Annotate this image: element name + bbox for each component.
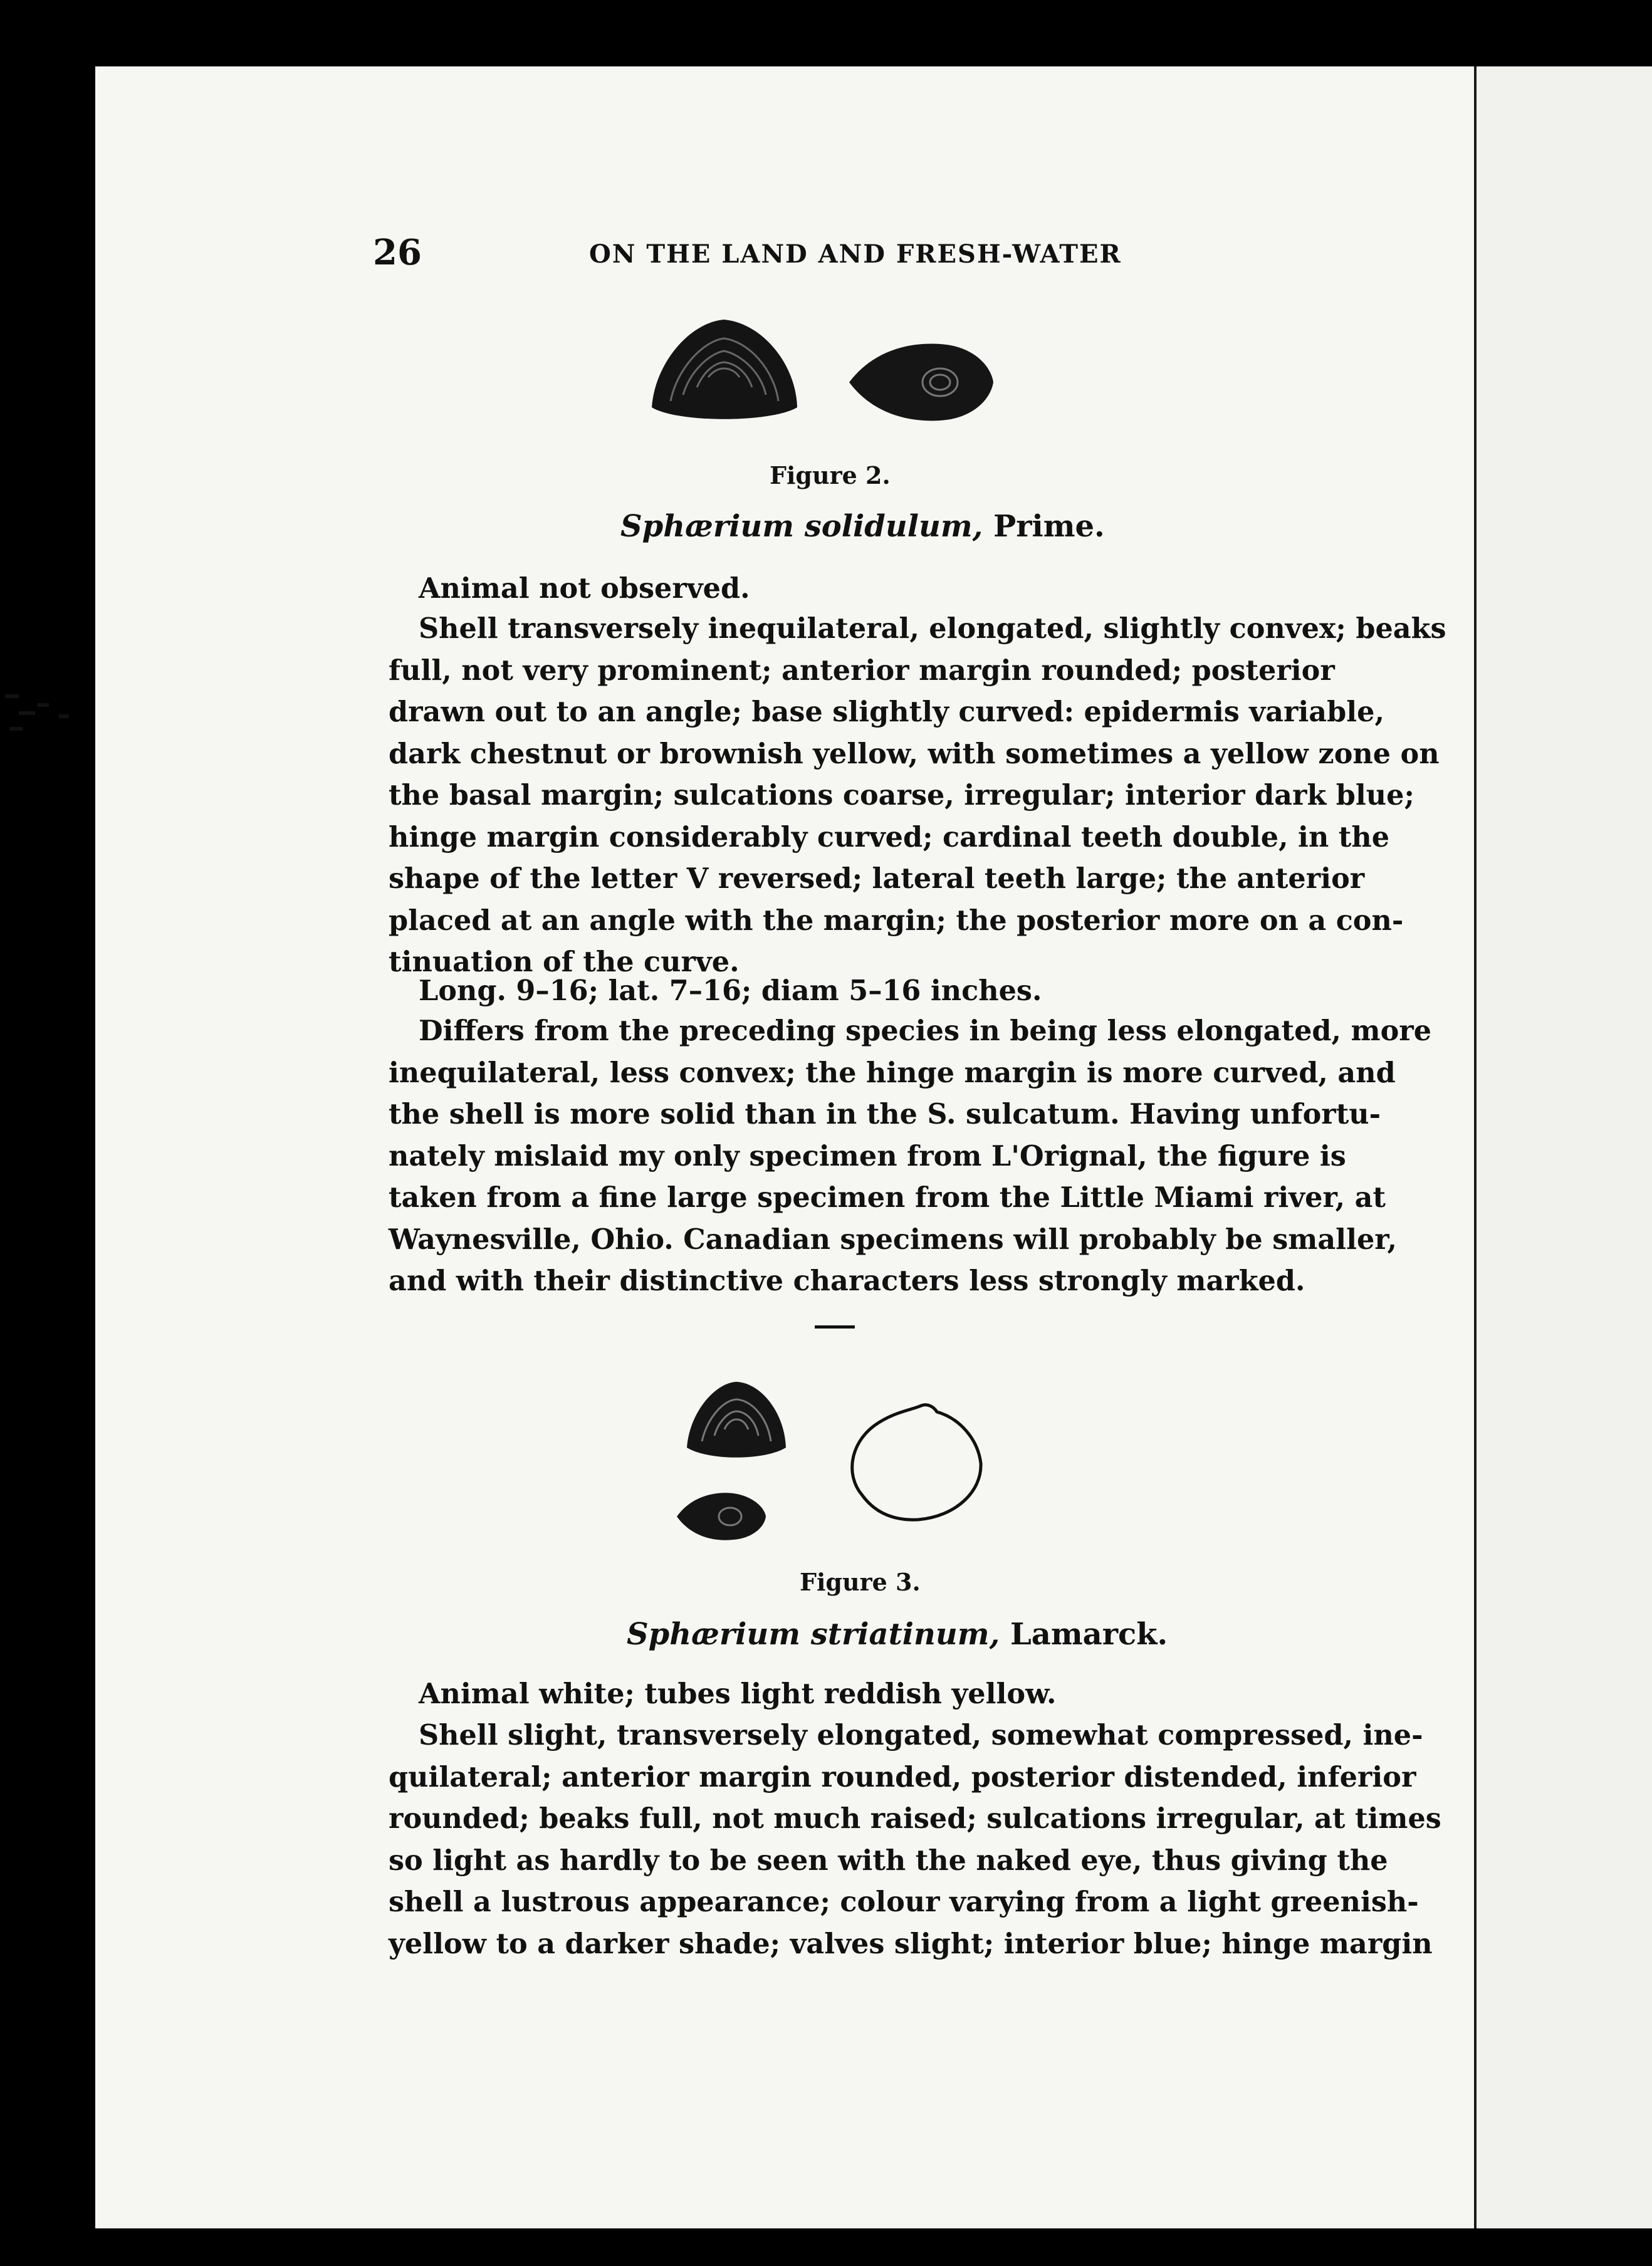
text-line: quilateral; anterior margin rounded, posterior distended, inferior bbox=[389, 1760, 1416, 1793]
shell-description-1 bbox=[389, 608, 1446, 983]
text-line: drawn out to an angle; base slightly curved: epidermis variable, bbox=[389, 696, 1384, 728]
text-line: and with their distinctive characters less strongly marked. bbox=[389, 1265, 1305, 1297]
page-number: 26 bbox=[373, 232, 422, 273]
text-line: hinge margin considerably curved; cardinal teeth double, in the bbox=[389, 820, 1390, 854]
scan-speck bbox=[38, 703, 49, 707]
text-line: nately mislaid my only specimen from L'Orignal, the figure is bbox=[389, 1139, 1346, 1172]
text-line: taken from a fine large specimen from the Little Miami river, at bbox=[389, 1181, 1386, 1214]
figure-3-shell-top-view bbox=[674, 1488, 768, 1545]
figure-3-species-title bbox=[627, 1617, 1168, 1652]
running-head: ON THE LAND AND FRESH-WATER bbox=[589, 239, 1122, 269]
scan-speck bbox=[10, 727, 23, 731]
species-name: Sphærium striatinum, bbox=[627, 1617, 1000, 1652]
text-line: Animal white; tubes light reddish yellow. bbox=[419, 1678, 1057, 1710]
species-name: Sphærium solidulum, bbox=[620, 509, 983, 544]
text-line: placed at an angle with the margin; the posterior more on a con- bbox=[389, 904, 1404, 937]
text-line: Shell slight, transversely elongated, somewhat compressed, ine- bbox=[419, 1719, 1423, 1752]
text-line: so light as hardly to be seen with the naked eye, thus giving the bbox=[389, 1844, 1388, 1877]
scan-speck bbox=[19, 711, 35, 715]
text-line: rounded; beaks full, not much raised; sulcations irregular, at times bbox=[389, 1802, 1441, 1835]
text-line: inequilateral, less convex; the hinge margin is more curved, and bbox=[389, 1056, 1396, 1089]
next-page-edge bbox=[1477, 66, 1652, 2228]
text-line: Animal not observed. bbox=[419, 572, 750, 605]
text-line: Shell transversely inequilateral, elongated, slightly convex; beaks bbox=[419, 612, 1446, 645]
shell-description-2 bbox=[389, 1715, 1441, 1965]
section-divider bbox=[815, 1325, 855, 1329]
species-author: Prime. bbox=[993, 509, 1105, 544]
text-line: shape of the letter V reversed; lateral teeth large; the anterior bbox=[389, 862, 1365, 895]
figure-2-shell-side-view bbox=[646, 313, 802, 426]
figure-2-caption: Figure 2. bbox=[770, 461, 891, 489]
text-line: the basal margin; sulcations coarse, irregular; interior dark blue; bbox=[389, 779, 1414, 812]
figure-2-shell-top-view bbox=[846, 338, 996, 426]
figure-3-shell-outline bbox=[843, 1401, 987, 1526]
text-line: full, not very prominent; anterior margin rounded; posterior bbox=[389, 654, 1335, 687]
figure-2-species-title bbox=[620, 509, 1105, 544]
text-line: the shell is more solid than in the S. sulcatum. Having unfortu- bbox=[389, 1098, 1381, 1130]
text-line: Waynesville, Ohio. Canadian specimens will probably be smaller, bbox=[389, 1223, 1397, 1256]
text-line: yellow to a darker shade; valves slight; interior blue; hinge margin bbox=[389, 1927, 1433, 1960]
scan-border-bottom bbox=[0, 2228, 1652, 2266]
figure-3-shell-side-view bbox=[683, 1376, 790, 1463]
animal-paragraph-1 bbox=[389, 568, 1278, 610]
text-line: shell a lustrous appearance; colour varying from a light greenish- bbox=[389, 1886, 1419, 1918]
scan-speck bbox=[5, 694, 19, 698]
scan-speck bbox=[59, 714, 69, 718]
text-line: Differs from the preceding species in being less elongated, more bbox=[419, 1015, 1432, 1047]
text-line: Long. 9–16; lat. 7–16; diam 5–16 inches. bbox=[419, 974, 1042, 1007]
figure-3-caption: Figure 3. bbox=[800, 1568, 921, 1596]
measurements-1 bbox=[389, 970, 1278, 1012]
text-line: dark chestnut or brownish yellow, with sometimes a yellow zone on bbox=[389, 737, 1440, 770]
species-author: Lamarck. bbox=[1010, 1617, 1168, 1652]
text-line: tinuation of the curve. bbox=[389, 946, 740, 978]
differs-paragraph bbox=[389, 1010, 1432, 1302]
animal-paragraph-2 bbox=[389, 1673, 1278, 1715]
